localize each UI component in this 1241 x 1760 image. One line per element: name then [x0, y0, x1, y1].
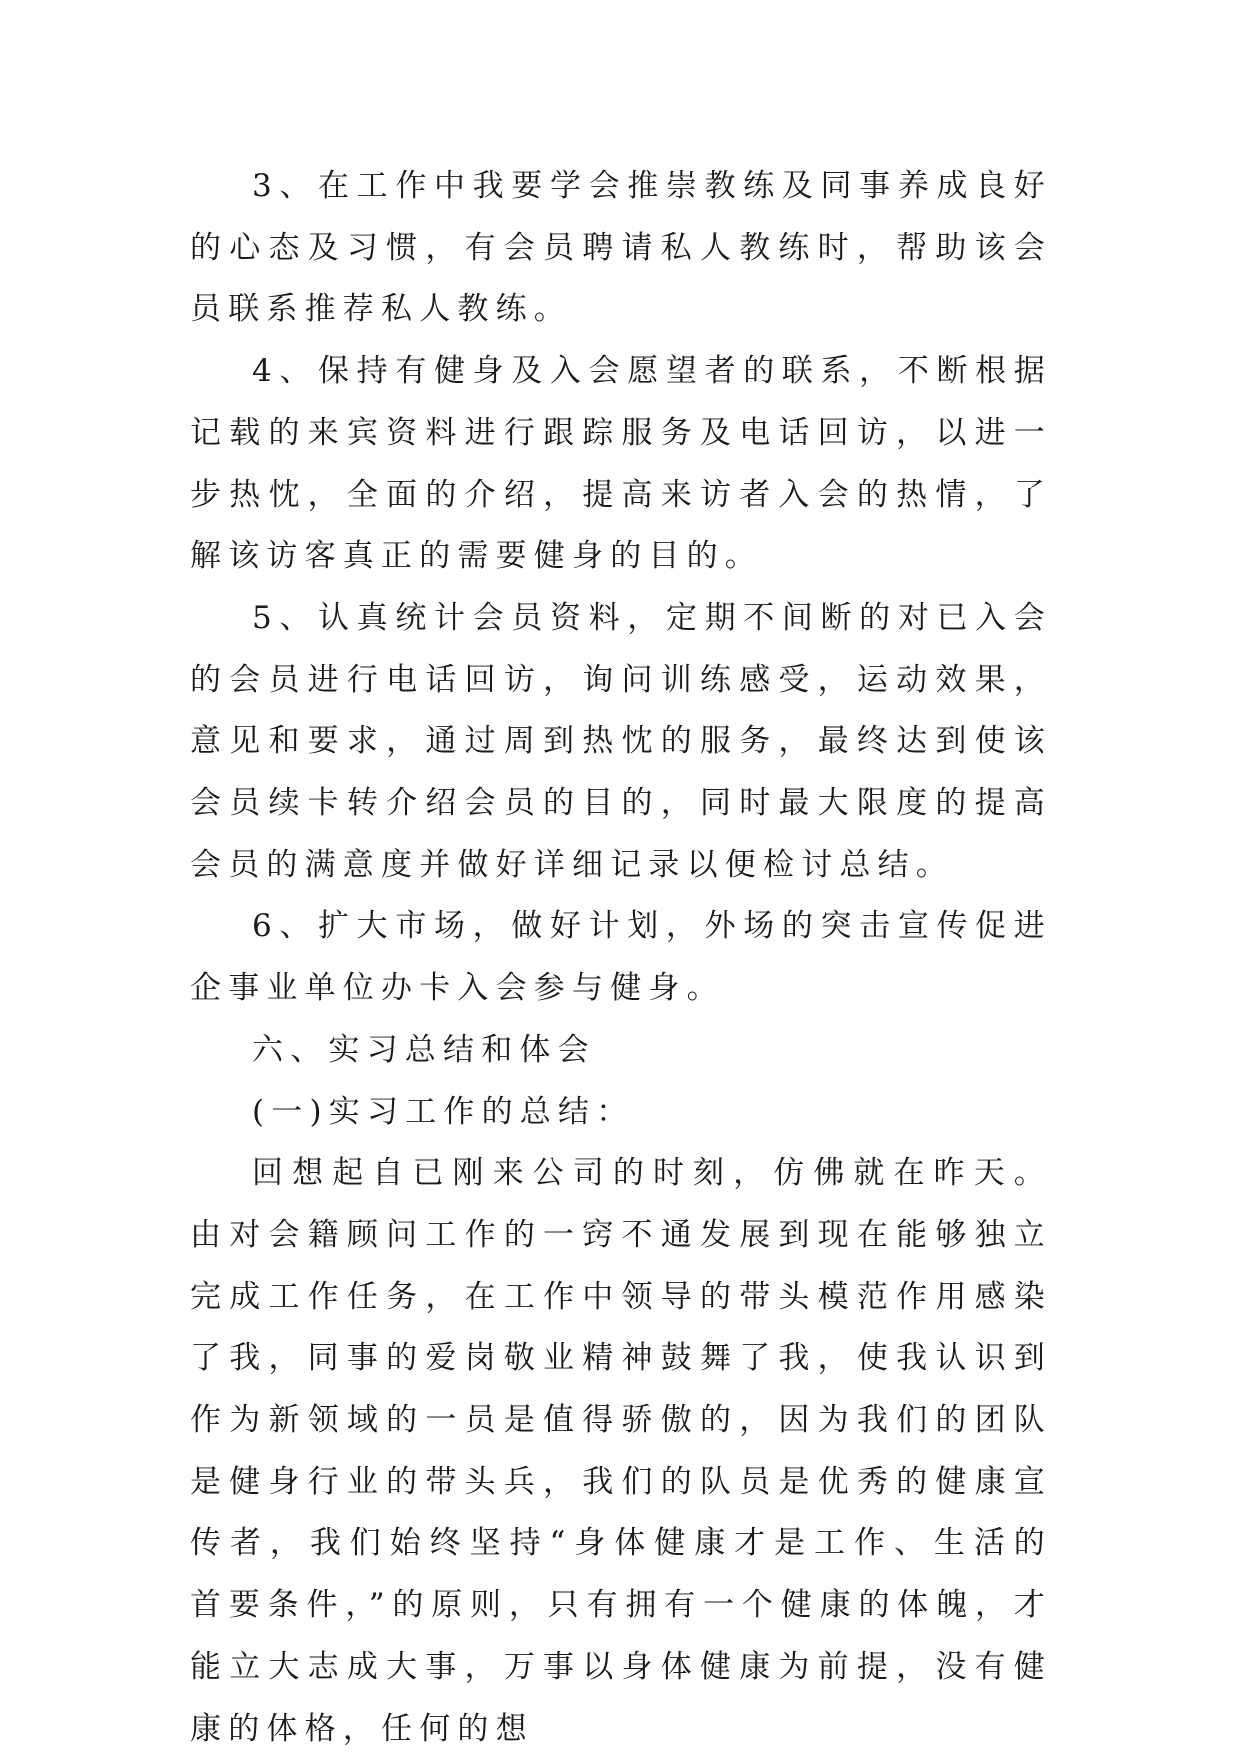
paragraph-item-4: 4、保持有健身及入会愿望者的联系，不断根据记载的来宾资料进行跟踪服务及电话回访，以进一步热忱，全面的介绍，提高来访者入会的热情，了解该访客真正的需要健身的目的。 [190, 353, 1052, 575]
paragraph-item-5: 5、认真统计会员资料，定期不间断的对已入会的会员进行电话回访，询问训练感受，运动效果，意见和要求，通过周到热忱的服务，最终达到使该会员续卡转介绍会员的目的，同时最大限度的提高会员的满意度并做好详细记录以便检讨总结。 [190, 599, 1052, 883]
paragraph-item-3: 3、在工作中我要学会推崇教练及同事养成良好的心态及习惯，有会员聘请私人教练时，帮助该会员联系推荐私人教练。 [190, 168, 1052, 328]
paragraph-item-6: 6、扩大市场，做好计划，外场的突击宣传促进企事业单位办卡入会参与健身。 [190, 908, 1052, 1007]
section-heading-summary: 六、实习总结和体会 [252, 1031, 596, 1068]
document-body [190, 156, 1052, 1760]
subsection-heading-work-summary: (一)实习工作的总结： [252, 1093, 635, 1130]
paragraph-reflection: 回想起自已刚来公司的时刻，仿佛就在昨天。由对会籍顾问工作的一窍不通发展到现在能够独立完成工作任务，在工作中领导的带头模范作用感染了我，同事的爱岗敬业精神鼓舞了我，使我认识到作为新领域的一员是值得骄傲的，因为我们的团队是健身行业的带头兵，我们的队员是优秀的健康宣传者，我们始终坚持“身体健康才是工作、生活的首要条件，”的原则，只有拥有一个健康的体魄，才能立大志成大事，万事以身体健康为前提，没有健康的体格，任何的想 [190, 1155, 1052, 1747]
